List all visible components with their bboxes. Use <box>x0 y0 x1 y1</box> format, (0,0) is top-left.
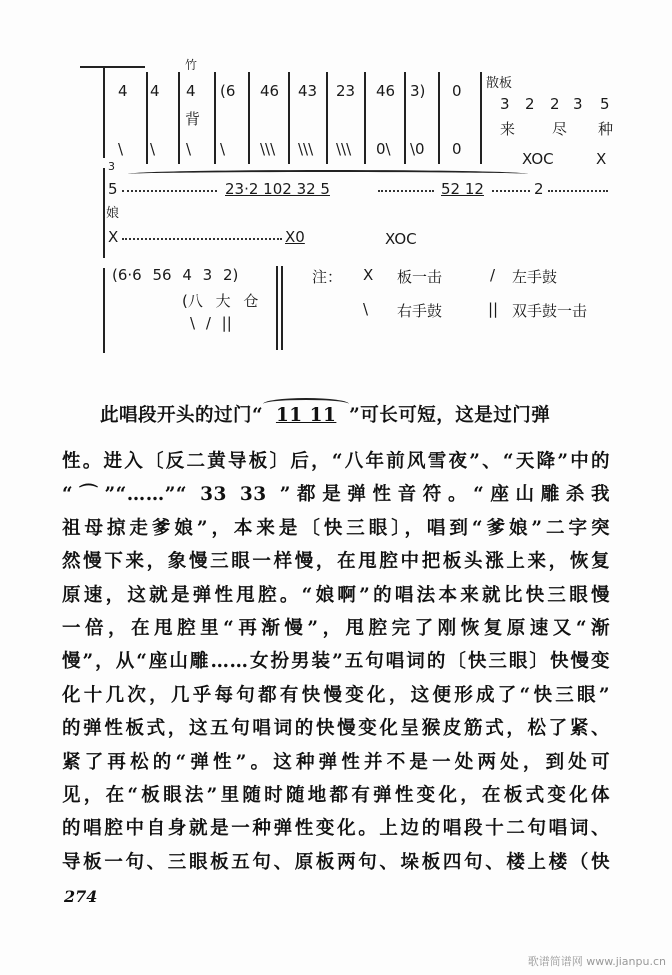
score-mark: 背 <box>185 110 201 128</box>
legend-title: 注： <box>312 268 343 286</box>
note: 46 <box>376 82 396 100</box>
note-group: 52 12 <box>441 180 484 198</box>
stroke-mark: \\\ <box>336 140 352 158</box>
note: 4 <box>186 82 196 100</box>
double-barline <box>281 266 283 350</box>
lyric: 娘 <box>106 206 120 221</box>
page-number: 274 <box>64 887 98 906</box>
paragraph-line: “⌒”“……”“ 33 33 ”都是弹性音符。“座山雕杀我 <box>62 484 610 506</box>
legend-key: \ <box>363 300 369 318</box>
legend-value: 双手鼓一击 <box>512 302 588 320</box>
note-group: (6·6 56 4 3 2) <box>112 266 239 284</box>
percussion-mark: X <box>108 228 119 246</box>
stroke-mark: \ <box>118 140 124 158</box>
stroke-mark: 0\ <box>376 140 391 158</box>
paragraph-line: 的弹性板式，这五句唱词的快慢变化呈猴皮筋式，松了紧、 <box>62 718 610 740</box>
percussion-mark: XOC <box>385 230 417 248</box>
paragraph-line: 性。进入〔反二黄导板〕后，“八年前风雪夜”、“天降”中的 <box>62 451 610 472</box>
lyric: (八 大 仓 <box>182 292 259 310</box>
barline <box>404 72 406 164</box>
note: 5 <box>600 95 610 113</box>
barline <box>326 72 328 164</box>
dotted-line <box>122 190 217 192</box>
note: 3 <box>500 95 510 113</box>
paragraph-line <box>100 404 610 428</box>
stroke-mark: \ <box>186 140 192 158</box>
tempo-label: 散板 <box>486 76 513 91</box>
stroke-mark: \\\ <box>298 140 314 158</box>
tie-line <box>80 66 145 68</box>
note: 43 <box>298 82 318 100</box>
stroke-mark: \\\ <box>260 140 276 158</box>
legend-value: 右手鼓 <box>397 302 443 320</box>
paragraph-line: 慢”，从“座山雕……女扮男装”五句唱词的〔快三眼〕快慢变 <box>62 651 610 673</box>
note: (6 <box>220 82 236 100</box>
dotted-line <box>378 190 434 192</box>
barline <box>480 72 482 164</box>
lyric: 尽 <box>552 120 568 138</box>
barline <box>364 72 366 164</box>
note: 46 <box>260 82 280 100</box>
note: 23 <box>336 82 356 100</box>
music-notes-inline <box>263 404 349 428</box>
note: 5 <box>108 180 118 198</box>
paragraph-line: 的唱腔中自身就是一种弹性变化。上边的唱段十二句唱词、 <box>62 818 610 840</box>
system-bracket <box>103 268 105 353</box>
percussion-mark: X <box>596 150 607 168</box>
legend-key: / <box>490 266 496 284</box>
legend-key: || <box>488 300 499 318</box>
note: 4 <box>150 82 160 100</box>
percussion-mark: X0 <box>285 228 305 246</box>
note: 0 <box>452 82 462 100</box>
note-group: 23·2 102 32 5 <box>225 180 330 198</box>
paragraph-line: 紧了再松的“弹性”。这种弹性并不是一处两处，到处可 <box>62 751 610 773</box>
lyric: 种 <box>598 120 614 138</box>
paragraph-line: 见，在“板眼法”里随时随地都有弹性变化，在板式变化体 <box>62 785 610 806</box>
notes: 11 11 <box>275 405 337 426</box>
percussion-mark: XOC <box>522 150 554 168</box>
barline <box>248 72 250 164</box>
lyric: 来 <box>500 120 516 138</box>
system-bracket <box>103 168 105 258</box>
barline <box>438 72 440 164</box>
system-bracket <box>103 68 105 158</box>
score-mark: 竹 <box>185 58 198 72</box>
dotted-line <box>548 190 608 192</box>
slur <box>263 398 349 410</box>
paragraph-line: 原速，这就是弹性甩腔。“娘啊”的唱法本来就比快三眼慢 <box>62 584 610 606</box>
barline <box>178 72 180 164</box>
paragraph-line: 一倍，在甩腔里“再渐慢”，甩腔完了刚恢复原速又“渐 <box>62 618 610 639</box>
text-span: ”可长可短，这是过门弹 <box>349 405 551 426</box>
dotted-line <box>122 238 282 240</box>
stroke-mark: \ <box>150 140 156 158</box>
barline <box>288 72 290 164</box>
note: 4 <box>118 82 128 100</box>
legend-value: 板一击 <box>397 268 443 286</box>
barline <box>214 72 216 164</box>
slur <box>128 170 528 178</box>
paragraph-line: 化十几次，几乎每句都有快慢变化，这便形成了“快三眼” <box>62 684 610 706</box>
watermark: 歌谱简谱网 www.jianpu.cn <box>527 955 666 968</box>
note: 2 <box>525 95 535 113</box>
note: 2 <box>534 180 544 198</box>
paragraph-line: 导板一句、三眼板五句、原板两句、垛板四句、楼上楼（快 <box>62 851 610 873</box>
note: 3) <box>410 82 426 100</box>
stroke-mark: 0 <box>452 140 462 158</box>
dotted-line <box>492 190 530 192</box>
paragraph-line: 然慢下来，象慢三眼一样慢，在甩腔中把板头涨上来，恢复 <box>62 551 610 573</box>
double-barline <box>276 266 278 350</box>
stroke-mark: \0 <box>410 140 425 158</box>
percussion-mark: \ / || <box>190 314 232 332</box>
paragraph-line: 祖母掠走爹娘”，本来是〔快三眼〕，唱到“爹娘”二字突 <box>62 517 610 539</box>
note: 2 <box>550 95 560 113</box>
text-span: 此唱段开头的过门“ <box>100 405 264 426</box>
note: 3 <box>573 95 583 113</box>
barline <box>146 72 148 164</box>
legend-value: 左手鼓 <box>512 268 558 286</box>
note: 3 <box>108 160 115 173</box>
stroke-mark: \ <box>220 140 226 158</box>
legend-key: X <box>363 266 374 284</box>
